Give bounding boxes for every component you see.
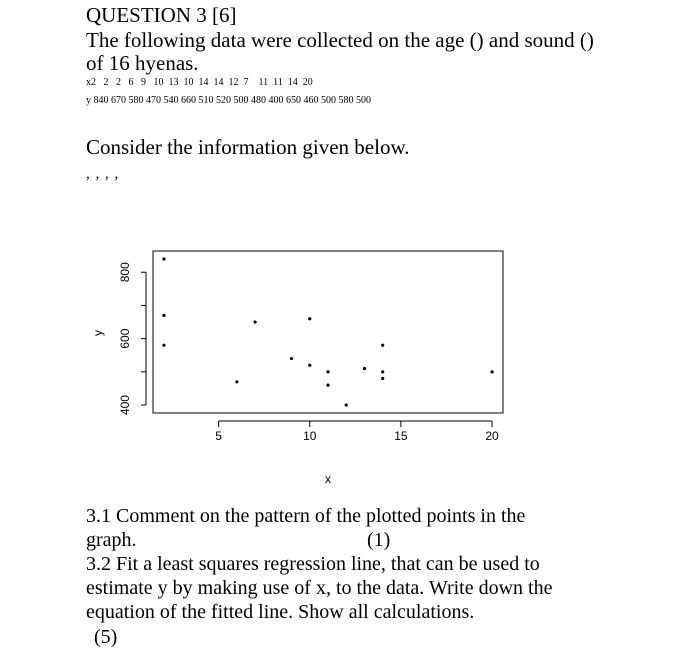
question-3-2-line-1: 3.2 Fit a least squares regression line, that can be used to xyxy=(86,553,540,575)
y-tick-label: 800 xyxy=(118,262,132,283)
question-3-2-marks: (5) xyxy=(94,626,118,648)
data-point xyxy=(235,380,238,383)
x-data-row: x2 2 2 6 9 10 13 10 14 14 12 7 11 11 14 20 xyxy=(86,77,313,88)
question-3-1-line-2 xyxy=(86,529,391,552)
data-point xyxy=(381,377,384,380)
data-point xyxy=(326,384,329,387)
x-tick-label: 5 xyxy=(215,429,222,443)
data-point xyxy=(290,357,293,360)
question-intro-line-1: The following data were collected on the age () and sound () xyxy=(86,28,594,52)
data-point xyxy=(162,257,165,260)
y-tick-label: 600 xyxy=(118,328,132,349)
data-point xyxy=(381,370,384,373)
x-tick-label: 10 xyxy=(303,429,317,443)
question-3-1-marks: (1) xyxy=(367,529,391,551)
data-point xyxy=(308,317,311,320)
x-axis xyxy=(215,421,499,443)
question-title: QUESTION 3 [6] xyxy=(86,3,237,27)
data-point xyxy=(345,403,348,406)
data-point xyxy=(326,370,329,373)
data-point xyxy=(253,320,256,323)
y-axis xyxy=(118,262,146,415)
x-tick-label: 15 xyxy=(394,429,408,443)
scatter-plot xyxy=(80,225,550,495)
question-3-1-line-1: 3.1 Comment on the pattern of the plotted points in the xyxy=(86,505,526,527)
data-point xyxy=(363,367,366,370)
plot-frame xyxy=(153,251,503,413)
x-tick-label: 20 xyxy=(485,429,499,443)
data-point xyxy=(490,370,493,373)
data-points xyxy=(162,257,493,406)
consider-text: Consider the information given below. xyxy=(86,135,410,159)
question-3-2-line-2: estimate y by making use of x, to the data. Write down the xyxy=(86,577,553,599)
question-3-2-line-3: equation of the fitted line. Show all calculations. xyxy=(86,601,475,623)
data-point xyxy=(162,344,165,347)
data-point xyxy=(308,364,311,367)
y-data-row: y 840 670 580 470 540 660 510 520 500 480 400 650 460 500 580 500 xyxy=(86,95,371,106)
data-point xyxy=(381,344,384,347)
y-tick-label: 400 xyxy=(118,395,132,416)
data-point xyxy=(162,314,165,317)
question-3-1-text: graph. xyxy=(86,529,137,551)
y-axis-label: y xyxy=(91,330,105,336)
x-axis-label: x xyxy=(325,472,331,486)
question-intro-line-2: of 16 hyenas. xyxy=(86,51,199,75)
commas-text: , , , , xyxy=(86,166,120,182)
